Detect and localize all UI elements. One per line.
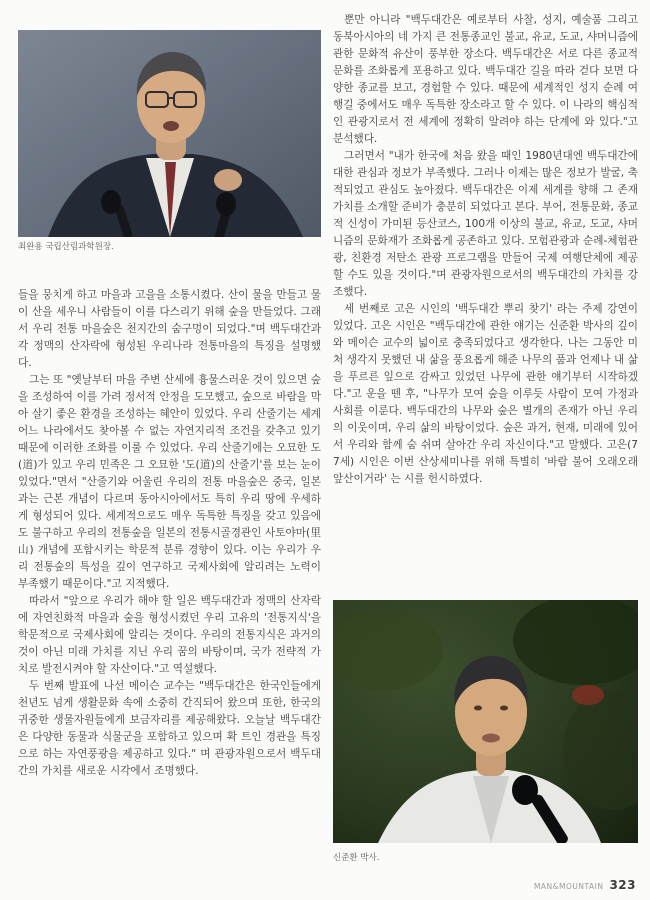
- photo-caption-bottom: 신준환 박사.: [333, 853, 380, 863]
- page-number: 323: [609, 878, 636, 892]
- right-column: [333, 12, 638, 488]
- speaker-photo-top: [18, 30, 321, 237]
- magazine-name: MAN&MOUNTAIN: [533, 882, 604, 891]
- speaker-photo-bottom: [333, 600, 638, 843]
- paragraph: 두 번째 발표에 나선 메이슨 교수는 "백두대간은 한국인들에게 천년도 넘게 생활문화 속에 소중히 간직되어 왔으며 또한, 한국의 귀중한 생물자원들에게 보금자리를 제공해왔다. 오늘날 백두대간은 다양한 동물과 식물군을 포함하고 있으며 확 트인 경관을 특징으로 하는 자연풍광을 제공하고 있다." 며 관광자원으로서 백두대간의 가치를 새로운 시각에서 조명했다.: [18, 680, 321, 777]
- page-footer: [534, 878, 636, 892]
- speaker-photo-bottom-illustration: [333, 600, 638, 843]
- photo-caption-top: 최완용 국립산림과학원장.: [18, 242, 114, 252]
- paragraph: 그러면서 "내가 한국에 처음 왔을 때인 1980년대엔 백두대간에 대한 관심과 정보가 부족했다. 그러나 이제는 많은 정보가 발굴, 축적되었고 관심도 높아졌다. 백두대간은 이제 세계를 향해 그 존재가치를 소개할 준비가 충분히 되었다고 본다. 부어, 전통문화, 종교적 신성이 가미된 등산코스, 100개 이상의 불교, 유교, 도교, 샤머니즘의 문화재가 조화롭게 공존하고 있다. 모험관광과 순례-체험관광, 친환경 저탄소 관광 프로그램을 만들어 국제 여행단체에 제공할 수도 있을 것이다."며 관광자원으로서의 백두대간의 가치를 강조했다.: [333, 150, 638, 298]
- paragraph: 뿐만 아니라 "백두대간은 예로부터 사찰, 성지, 예술품 그리고 동북아시아의 네 가지 큰 전통종교인 불교, 유교, 도교, 샤머니즘에 관한 문화적 유산이 풍부한 장소다. 백두대간은 서로 다른 종교적 문화를 조화롭게 포용하고 있다. 백두대간 길을 따라 걷다 보면 다양한 종교를 보고, 경험할 수 있다. 때문에 세계적인 성지 순례 여행길 중에서도 매우 독특한 장소라고 할 수 있다. 이 나라의 핵심적인 관광지로서 전 세계에 정확히 알려야 하는 단계에 와 있다."고 분석했다.: [333, 14, 638, 145]
- paragraph: 그는 또 "옛날부터 마을 주변 산세에 흉물스러운 것이 있으면 숲을 조성하여 이를 가려 정서적 안정을 도모했고, 숲으로 바람을 막아 살기 좋은 환경을 조성하는 혜안이 있었다. 우리 산줄기는 세계 어느 나라에서도 찾아볼 수 없는 자연지리적 조건을 갖추고 있기 때문에 이러한 조화를 이룰 수 있었다. 우리 산줄기에는 오묘한 도(道)가 있고 우리 민족은 그 오묘한 '도(道)의 산줄기'를 보는 눈이 있었다."면서 "산줄기와 어울린 우리의 전통 마을숲은 중국, 일본과는 근본 개념이 다르며 동아시아에서도 특히 우리 땅에 우세하게 형성되어 있다. 세계적으로도 매우 독특한 특징을 갖고 있음에도 불구하고 우리의 전통숲을 일본의 전통시골경관인 사토야마(里山) 개념에 포함시키는 학문적 분류 경향이 있다. 이는 우리가 우리 전통숲의 특성을 깊이 연구하고 국제사회에 알리려는 노력이 부족했기 때문이다."고 지적했다.: [18, 374, 321, 590]
- paragraph: 따라서 "앞으로 우리가 해야 할 일은 백두대간과 정맥의 산자락에 자연친화적 마을과 숲을 형성시켰던 우리 고유의 '전통지식'을 학문적으로 국제사회에 알리는 것이다. 우리의 전통지식은 과거의 것이 아닌 미래 가치를 지닌 우리 꿈의 바탕이며, 국가 전략적 가치로 발전시켜야 할 자산이다."고 역설했다.: [18, 595, 321, 675]
- left-column: [18, 30, 321, 780]
- left-column-text: [18, 287, 321, 780]
- speaker-photo-top-illustration: [18, 30, 321, 237]
- paragraph: 세 번째로 고은 시인의 '백두대간 뿌리 찾기' 라는 주제 강연이 있었다. 고은 시인은 "백두대간에 관한 얘기는 신준환 박사의 깊이와 메이슨 교수의 넓이로 충족되었다고 생각한다. 나는 그동안 미처 생각지 못했던 내 삶을 풍요롭게 해준 나무의 품과 언제나 내 삶을 푸르른 잎으로 감싸고 있었던 나무에 관한 얘기부터 시작하겠다."고 운을 뗀 후, "나무가 모여 숲을 이루듯 사람이 모여 가정과 사회를 이룬다. 백두대간의 나무와 숲은 별개의 존재가 아닌 우리의 이웃이며, 우리 삶의 바탕이었다. 숲은 과거, 현재, 미래에 있어서 우리와 함께 숨 쉬며 살아간 우리 자신이다."고 말했다. 고은(77세) 시인은 이번 산상세미나를 위해 특별히 '바람 불어 오래오래 앞산이거라' 는 시를 헌시하였다.: [333, 303, 638, 485]
- paragraph: 들을 뭉치게 하고 마을과 고을을 소통시켰다. 산이 물을 만들고 물이 산을 세우니 사람들이 이를 다스리기 위해 숲을 만들었다. 그래서 우리 전통 마을숲은 천지간의 숨구멍이 되었다."며 백두대간과 각 정맥의 산자락에 형성된 우리나라 전통마을의 특징을 설명했다.: [18, 289, 321, 369]
